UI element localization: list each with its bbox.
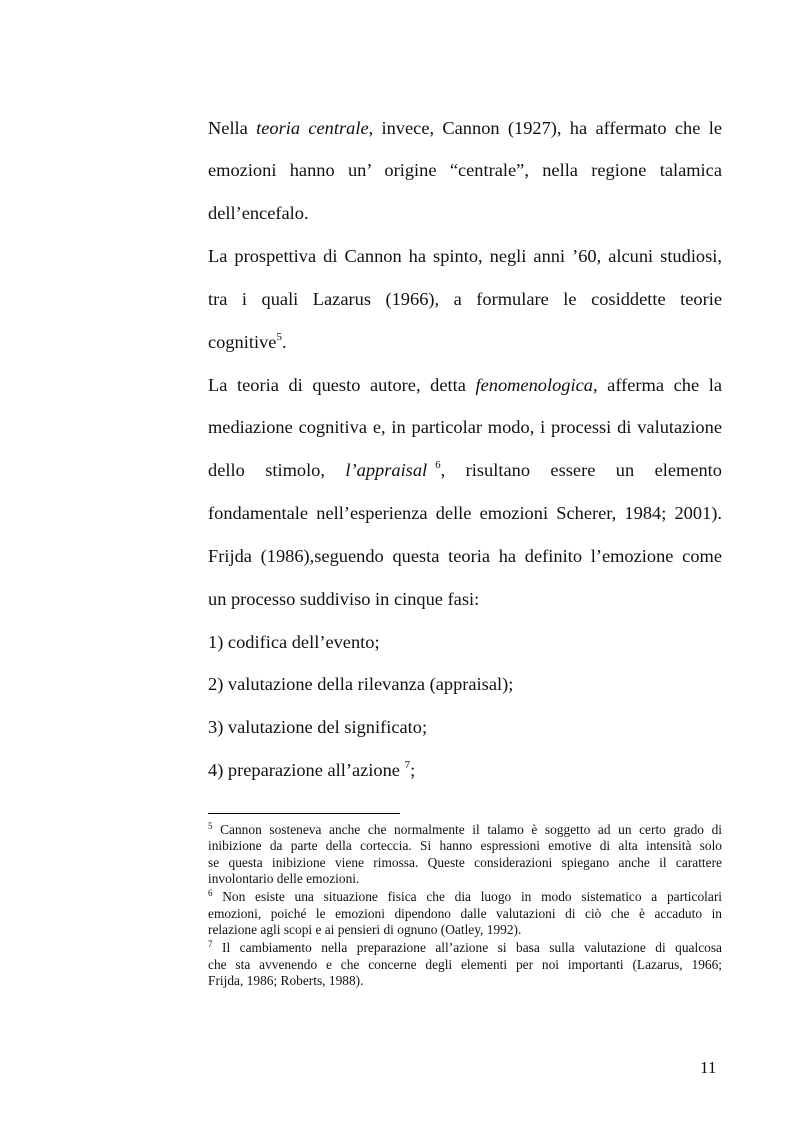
p1-line-3: dell’encefalo. <box>208 203 309 223</box>
p1-line-2: emozioni hanno un’ origine “centrale”, nella regione talamica <box>208 160 722 180</box>
p3-line-2: mediazione cognitiva e, in particolar modo, i processi di valutazione <box>208 417 722 437</box>
footnote-ref-6: 6 <box>435 459 441 471</box>
footnote-7-line-3: Frijda, 1986; Roberts, 1988). <box>208 973 364 988</box>
footnote-5-line-1: $^5$ Cannon sosteneva anche che normalmente il talamo è soggetto ad un certo grado di <box>208 821 722 837</box>
p4-line-1: Frijda (1986),seguendo questa teoria ha definito l’emozione come <box>208 546 722 566</box>
footnote-5-line-2: inibizione da parte della corteccia. Si hanno espressioni emotive di alta intensità solo <box>208 838 722 853</box>
footnote-6-line-3: relazione agli scopi e ai pensieri di ognuno (Oatley, 1992). <box>208 922 522 937</box>
p3-line-1: La teoria di questo autore, detta fenomenologica, afferma che la <box>208 375 722 395</box>
footnote-6-line-2: emozioni, poiché le emozioni dipendono dalle valutazioni di ciò che è accaduto in <box>208 906 722 921</box>
footnote-ref-7: 7 <box>404 759 411 771</box>
footnote-6-line-1: $^6$ Non esiste una situazione fisica che dia luogo in modo sistematico a particolari <box>208 888 722 904</box>
list-item-3: 3) valutazione del significato; <box>208 717 428 737</box>
footnote-7-line-1: $^7$ Il cambiamento nella preparazione all’azione si basa sulla valutazione di qualcosa <box>208 939 722 955</box>
footnote-5-line-3: se questa inibizione viene rimossa. Queste considerazioni spiegano anche il carattere <box>208 855 722 870</box>
p4-line-2: un processo suddiviso in cinque fasi: <box>208 589 480 609</box>
p3-line-3: dello stimolo, l’appraisal $^6$, risultano essere un elemento <box>208 459 722 480</box>
footnote-5-line-4: involontario delle emozioni. <box>208 871 360 886</box>
p2-line-3: cognitive$^5$. <box>208 331 287 352</box>
p1-line-1: Nella teoria centrale, invece, Cannon (1927), ha affermato che le <box>208 118 722 138</box>
list-item-4: 4) preparazione all’azione $^7$; <box>208 759 416 780</box>
p3-line-4: fondamentale nell’esperienza delle emozioni Scherer, 1984; 2001). <box>208 503 722 523</box>
p2-line-2: tra i quali Lazarus (1966), a formulare le cosiddette teorie <box>208 289 722 309</box>
footnote-ref-5: 5 <box>276 331 282 343</box>
list-item-2: 2) valutazione della rilevanza (appraisal); <box>208 674 514 694</box>
list-item-1: 1) codifica dell’evento; <box>208 632 380 652</box>
page-number: 11 <box>700 1058 717 1077</box>
p2-line-1: La prospettiva di Cannon ha spinto, negli anni ’60, alcuni studiosi, <box>208 246 722 266</box>
footnote-separator <box>208 813 400 814</box>
footnote-7-line-2: che sta avvenendo e che concerne degli elementi per noi importanti (Lazarus, 1966; <box>208 957 722 972</box>
